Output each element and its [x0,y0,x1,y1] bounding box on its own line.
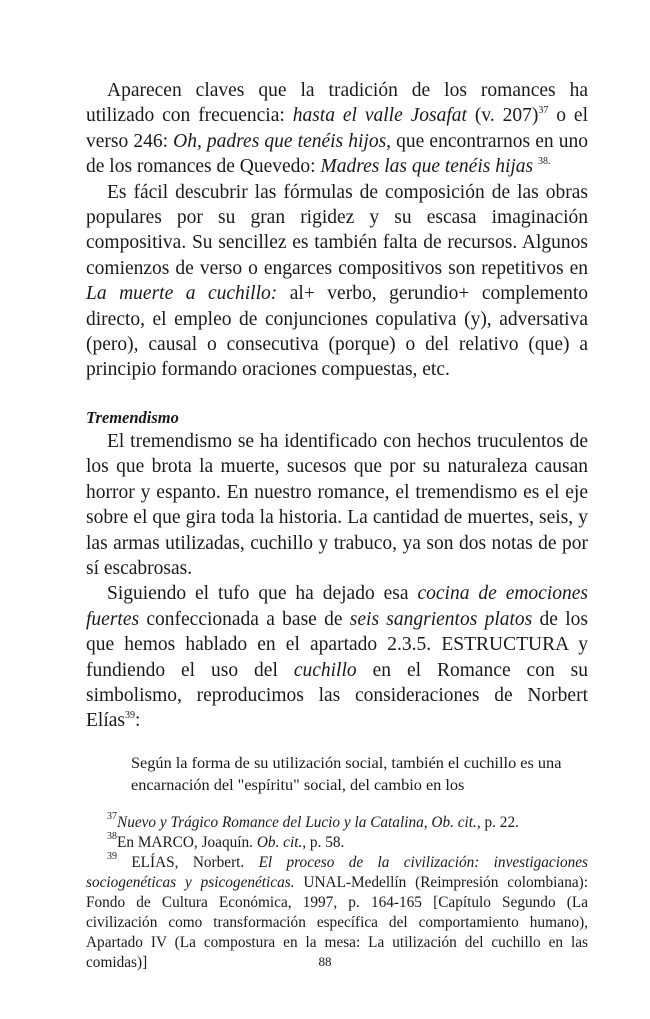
paragraph-formulas [86,180,588,383]
footnote-italic: El proceso de la civilización: investigaciones sociogenéticas y psicogenéticas. [86,853,588,891]
italic-quote: Oh, padres que tenéis hijos, [173,130,392,152]
text-run: : [135,710,141,732]
paragraph-tremendismo: El tremendismo se ha identificado con hechos truculentos de los que brota la muerte, sucesos que por su naturaleza causan horror y espanto. En nuestro romance, el tremendismo es el eje sobre el que gira toda la historia. La cantidad de muertes, seis, y las armas utilizadas, cuchillo y trabuco, ya son dos notas de por sí escabrosas. [86,430,588,579]
footnote-ref-38[interactable]: 38. [538,156,551,168]
footnotes [86,810,589,973]
text-run: en el Romance con su simbolismo, reproducimos las consideraciones de Norbert Elías [86,659,588,732]
footnote-text: En MARCO, Joaquín. [117,833,257,851]
page-content [86,78,588,973]
footnote-number: 37 [107,810,117,822]
italic-phrase: cocina de emociones fuertes [86,583,588,630]
paragraph-claves [86,78,588,180]
block-quote: Según la forma de su utilización social, también el cuchillo es una encarnación del "espíritu" social, del cambio en los [131,752,562,794]
page-number: 88 [318,954,332,969]
text-run: confeccionada a base de [139,608,350,630]
text-run: o el verso 246: [86,105,589,152]
footnote-text: p. 58. [306,833,345,851]
footnote-italic: Nuevo y Trágico Romance del Lucio y la Catalina, Ob. cit., [117,813,481,831]
footnote-37 [86,810,588,833]
italic-quote: Madres las que tenéis hijas [320,156,534,178]
footnote-italic: Ob. cit., [256,833,307,851]
footnote-38 [86,830,588,853]
footnote-number: 39 [107,850,117,862]
footnote-ref-37[interactable]: 37 [538,105,549,117]
text-run: Siguiendo el tufo que ha dejado esa [107,583,418,605]
section-heading: Tremendismo [86,407,179,427]
text-run: que encontrarnos en uno de los romances de Quevedo: [86,130,589,178]
italic-phrase: cuchillo [293,659,357,681]
italic-phrase: seis sangrientos platos [349,608,533,630]
text-run: Es fácil descubrir las fórmulas de composición de las obras populares por su gran rigidez y su escasa imaginación compositiva. Su sencillez es también falta de recursos. Algunos comienzos de verso o engarces compositivos son repetitivos en [86,181,588,279]
text-run: Aparecen claves que la tradición de los romances ha utilizado con frecuencia: [86,80,588,127]
footnote-text: UNAL-Medellín (Reimpresión colombiana): Fondo de Cultura Económica, 1997, p. 164-165 [Capítulo Segundo (La civilización como transformación específica del comportamiento humano), Apartado IV (La compostura en la mesa: La utilización del cuchillo en las comidas)] [86,873,589,971]
italic-title: La muerte a cuchillo: [86,283,278,305]
text-run: al+ verbo, gerundio+ complemento directo, el empleo de conjunciones copulativa (y), adversativa (pero), causal o consecutiva (porque) o del relativo (que) a principio formando oraciones compuestas, etc. [86,283,588,381]
footnote-ref-39[interactable]: 39 [125,710,135,722]
text-run: de los que hemos hablado en el apartado 2.3.5. ESTRUCTURA y fundiendo el uso del [86,608,588,681]
paragraph-tufo [86,581,588,733]
text-run: (v. 207) [466,105,539,127]
footnote-text: p. 22. [480,813,519,831]
italic-quote: hasta el valle Josafat [292,105,467,127]
footnote-number: 38 [107,830,117,842]
footnote-text: ELÍAS, Norbert. [117,853,259,871]
